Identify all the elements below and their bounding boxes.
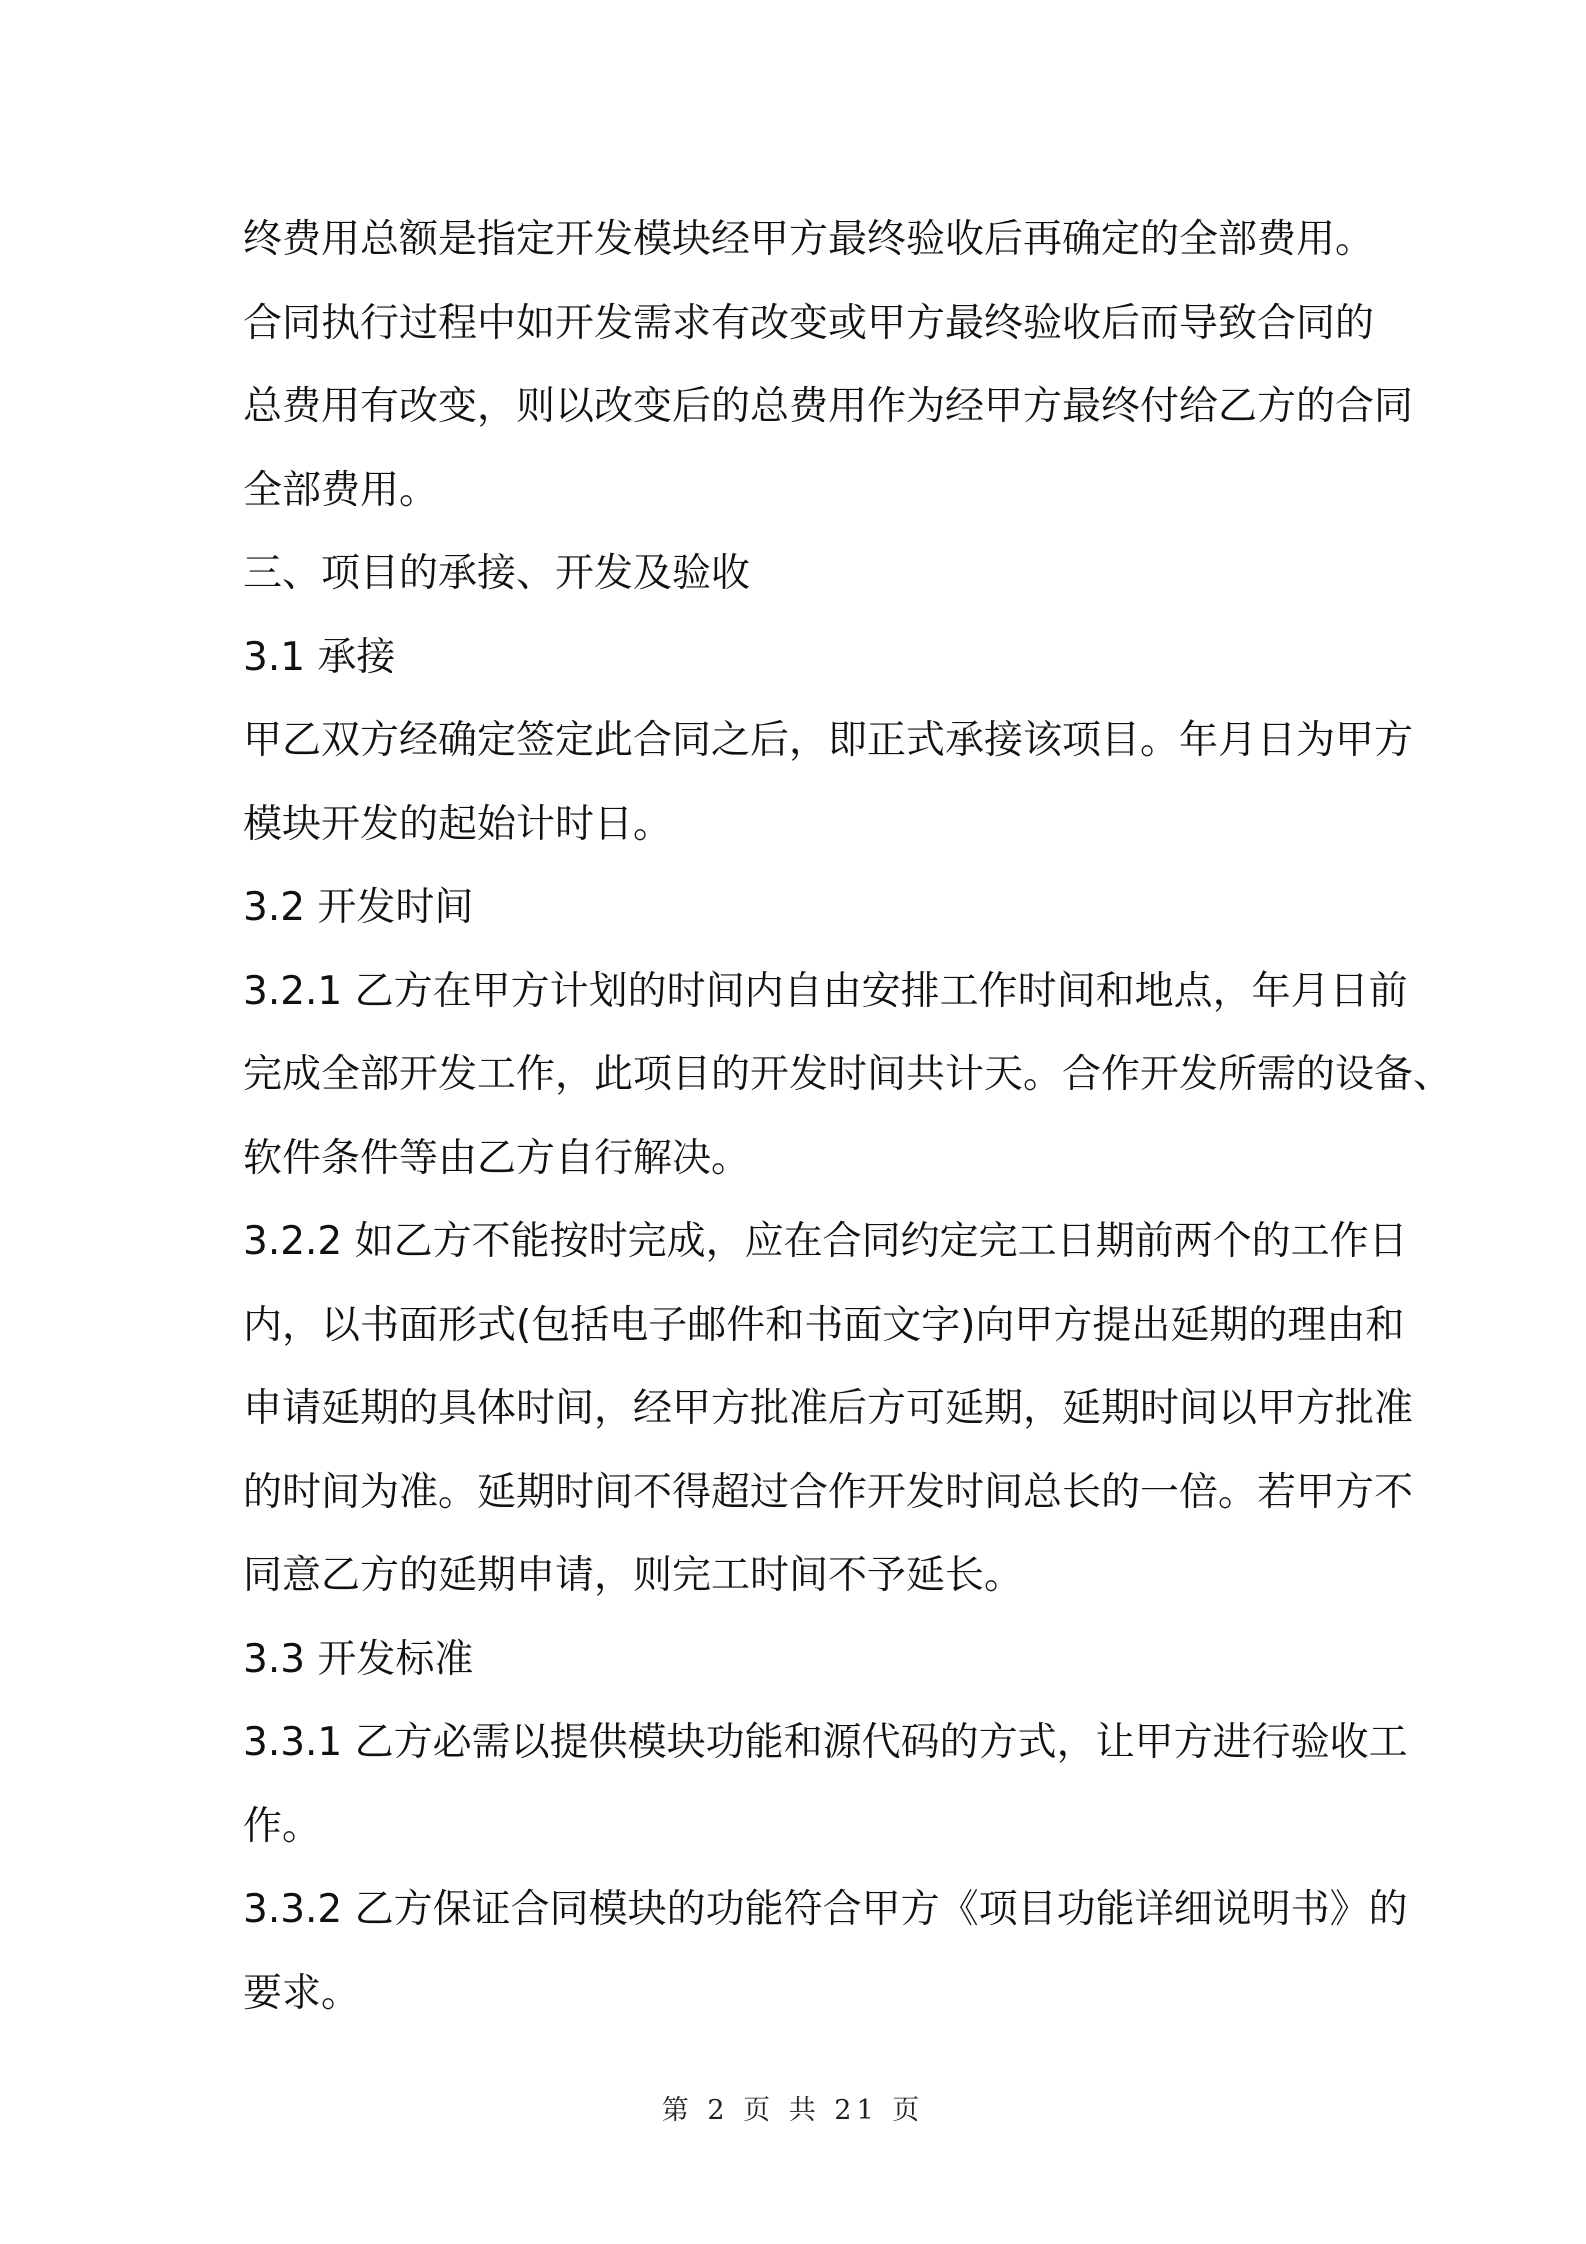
paragraph-line: 甲乙双方经确定签定此合同之后，即正式承接该项目。年月日为甲方 xyxy=(243,718,1414,763)
paragraph-line: 完成全部开发工作，此项目的开发时间共计天。合作开发所需的设备、 xyxy=(243,1052,1453,1097)
paragraph-line: 同意乙方的延期申请，则完工时间不予延长。 xyxy=(243,1553,1024,1598)
paragraph-line: 3.2.2 如乙方不能按时完成，应在合同约定完工日期前两个的工作日 xyxy=(243,1219,1408,1264)
paragraph-line: 模块开发的起始计时日。 xyxy=(243,801,673,847)
section-heading: 三、项目的承接、开发及验收 xyxy=(243,551,751,596)
paragraph-line: 的时间为准。延期时间不得超过合作开发时间总长的一倍。若甲方不 xyxy=(243,1469,1414,1515)
paragraph-line: 3.3.1 乙方必需以提供模块功能和源代码的方式，让甲方进行验收工 xyxy=(243,1720,1408,1765)
subsection-heading: 3.2 开发时间 xyxy=(243,885,474,930)
document-body xyxy=(243,198,1453,2035)
paragraph-line: 终费用总额是指定开发模块经甲方最终验收后再确定的全部费用。 xyxy=(243,217,1375,262)
paragraph-line: 作。 xyxy=(243,1803,322,1849)
paragraph-line: 3.3.2 乙方保证合同模块的功能符合甲方《项目功能详细说明书》的 xyxy=(243,1887,1408,1932)
paragraph-line: 要求。 xyxy=(243,1970,361,2016)
paragraph-line: 3.2.1 乙方在甲方计划的时间内自由安排工作时间和地点，年月日前 xyxy=(243,968,1408,1014)
paragraph-line: 全部费用。 xyxy=(243,467,439,513)
page-number-footer: 第 2 页 共 21 页 xyxy=(661,2095,925,2126)
paragraph-line: 申请延期的具体时间，经甲方批准后方可延期，延期时间以甲方批准 xyxy=(243,1386,1414,1431)
paragraph-line: 软件条件等由乙方自行解决。 xyxy=(243,1135,751,1181)
paragraph-line: 总费用有改变，则以改变后的总费用作为经甲方最终付给乙方的合同 xyxy=(243,384,1414,429)
subsection-heading: 3.1 承接 xyxy=(243,634,396,680)
paragraph-line: 合同执行过程中如开发需求有改变或甲方最终验收后而导致合同的 xyxy=(243,300,1375,346)
paragraph-line: 内，以书面形式(包括电子邮件和书面文字)向甲方提出延期的理由和 xyxy=(243,1302,1405,1348)
subsection-heading: 3.3 开发标准 xyxy=(243,1636,474,1682)
